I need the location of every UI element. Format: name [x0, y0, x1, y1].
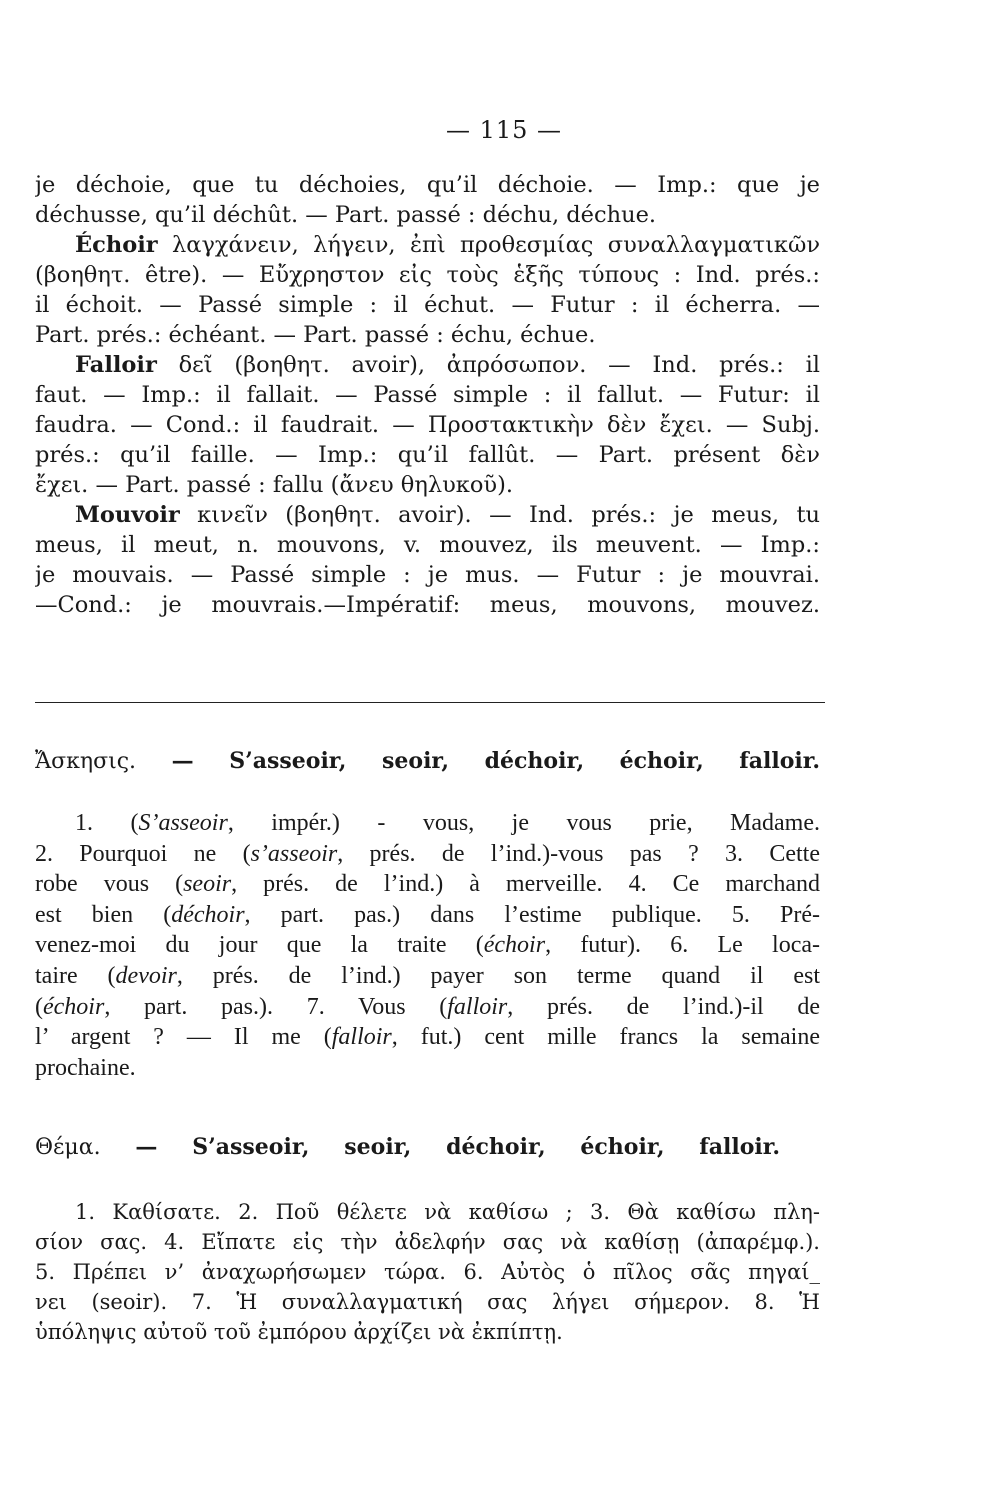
exercise-heading [35, 748, 820, 774]
exercise-text: , fut.) cent mille francs la semaine [391, 1024, 820, 1051]
theme-heading-title: — S’asseoir, seoir, déchoir, échoir, falloir. [135, 1134, 780, 1160]
text-line: déchusse, qu’il déchût. — Part. passé : déchu, déchue. [35, 202, 657, 228]
exercise-text: , part. pas.). 7. Vous ( [104, 993, 448, 1020]
page-number: — 115 — [445, 116, 563, 144]
text-line [35, 350, 820, 380]
exercise-heading-title: — S’asseoir, seoir, déchoir, échoir, falloir. [171, 748, 820, 774]
verb-heading-falloir: Falloir [75, 352, 157, 378]
text-line: (βοηθητ. être). — Εὔχρηστον εἰς τοὺς ἑξῆς τύπους : Ind. prés.: [35, 262, 820, 288]
theme-line: 5. Πρέπει ν’ ἀναχωρήσωμεν τώρα. 6. Αὐτὸς ὁ πῖλος σᾶς πηγαί_ [35, 1260, 820, 1284]
exercise-text: , prés. de l’ind.)-il de [507, 993, 820, 1020]
verb-definition: κινεῖν (βοηθητ. avoir). — Ind. prés.: je meus, tu [179, 502, 820, 528]
verb-heading-echoir: Échoir [75, 232, 158, 258]
text-line: ἔχει. — Part. passé : fallu (ἄνευ θηλυκοῦ). [35, 472, 513, 498]
exercise-line [35, 992, 820, 1023]
theme-heading [35, 1134, 780, 1160]
italic-verb: falloir [447, 993, 508, 1020]
exercise-text: l’ argent ? — Il me ( [35, 1024, 332, 1051]
exercise-text: robe vous ( [35, 871, 184, 898]
exercise-text: taire ( [35, 962, 116, 989]
exercise-line [35, 808, 820, 839]
italic-verb: s’asseoir [250, 840, 338, 867]
text-line: faut. — Imp.: il fallait. — Passé simple : il fallut. — Futur: il [35, 382, 820, 408]
exercise-line [35, 900, 820, 931]
theme-line: ὑπόληψις αὐτοῦ τοῦ ἐμπόρου ἀρχίζει νὰ ἐκπίπτῃ. [35, 1320, 563, 1344]
section-divider [35, 702, 825, 703]
theme-line: νει (seoir). 7. Ἡ συναλλαγματική σας λήγει σήμερον. 8. Ἡ [35, 1290, 820, 1314]
text-line [35, 230, 820, 260]
italic-verb: échoir [43, 993, 105, 1020]
italic-verb: devoir [115, 962, 177, 989]
exercise-line [35, 930, 820, 961]
exercise-text: 1. ( [75, 810, 139, 836]
verb-definition: λαγχάνειν, λήγειν, ἐπὶ προθεσμίας συναλλαγματικῶν [157, 232, 820, 258]
theme-block [35, 1197, 820, 1347]
exercise-text: venez-moi du jour que la traite ( [35, 932, 484, 959]
text-line: prés.: qu’il faille. — Imp.: qu’il fallût. — Part. présent δὲν [35, 442, 820, 468]
exercise-line [35, 839, 820, 870]
text-line: —Cond.: je mouvrais.—Impératif: meus, mouvons, mouvez. [35, 592, 820, 618]
italic-verb: S’asseoir [138, 810, 228, 836]
exercise-heading-greek: Ἄσκησις. [35, 749, 137, 774]
exercise-text: prochaine. [35, 1054, 136, 1081]
text-line: faudra. — Cond.: il faudrait. — Προστακτικὴν δὲν ἔχει. — Subj. [35, 412, 820, 438]
text-line: meus, il meut, n. mouvons, v. mouvez, ils meuvent. — Imp.: [35, 532, 820, 558]
text-line: il échoit. — Passé simple : il échut. — Futur : il écherra. — [35, 292, 820, 318]
exercise-text: , prés. de l’ind.) à merveille. 4. Ce marchand [231, 871, 820, 898]
exercise-text: ( [35, 993, 43, 1020]
text-line [35, 500, 820, 530]
verb-definition: δεῖ (βοηθητ. avoir), ἀπρόσωπον. — Ind. prés.: il [156, 352, 820, 378]
exercise-text: , prés. de l’ind.)-vous pas ? 3. Cette [337, 840, 820, 867]
exercise-text: , part. pas.) dans l’estime publique. 5. Pré- [244, 901, 820, 928]
theme-line: σίον σας. 4. Εἴπατε εἰς τὴν ἀδελφήν σας νὰ καθίσῃ (ἀπαρέμφ.). [35, 1230, 820, 1254]
text-line: Part. prés.: échéant. — Part. passé : échu, échue. [35, 322, 596, 348]
exercise-text: , futur). 6. Le loca- [545, 932, 820, 959]
exercise-line [35, 1022, 820, 1053]
exercise-text: est bien ( [35, 901, 172, 928]
italic-verb: seoir [183, 871, 232, 898]
theme-line: 1. Καθίσατε. 2. Ποῦ θέλετε νὰ καθίσω ; 3. Θὰ καθίσω πλη- [75, 1200, 820, 1224]
italic-verb: falloir [331, 1024, 392, 1051]
verb-heading-mouvoir: Mouvoir [75, 502, 180, 528]
exercise-block [35, 808, 820, 1083]
italic-verb: échoir [483, 932, 546, 959]
theme-heading-greek: Θέμα. [35, 1135, 101, 1160]
text-line: je déchoie, que tu déchoies, qu’il déchoie. — Imp.: que je [35, 172, 820, 198]
exercise-text: 2. Pourquoi ne ( [35, 840, 251, 867]
exercise-line [35, 961, 820, 992]
conjugation-block [35, 170, 820, 620]
text-line: je mouvais. — Passé simple : je mus. — Futur : je mouvrai. [35, 562, 820, 588]
exercise-line [35, 869, 820, 900]
exercise-line [35, 1053, 820, 1084]
italic-verb: déchoir [171, 901, 245, 928]
exercise-text: , impér.) - vous, je vous prie, Madame. [227, 810, 820, 836]
exercise-text: , prés. de l’ind.) payer son terme quand il est [176, 962, 820, 989]
